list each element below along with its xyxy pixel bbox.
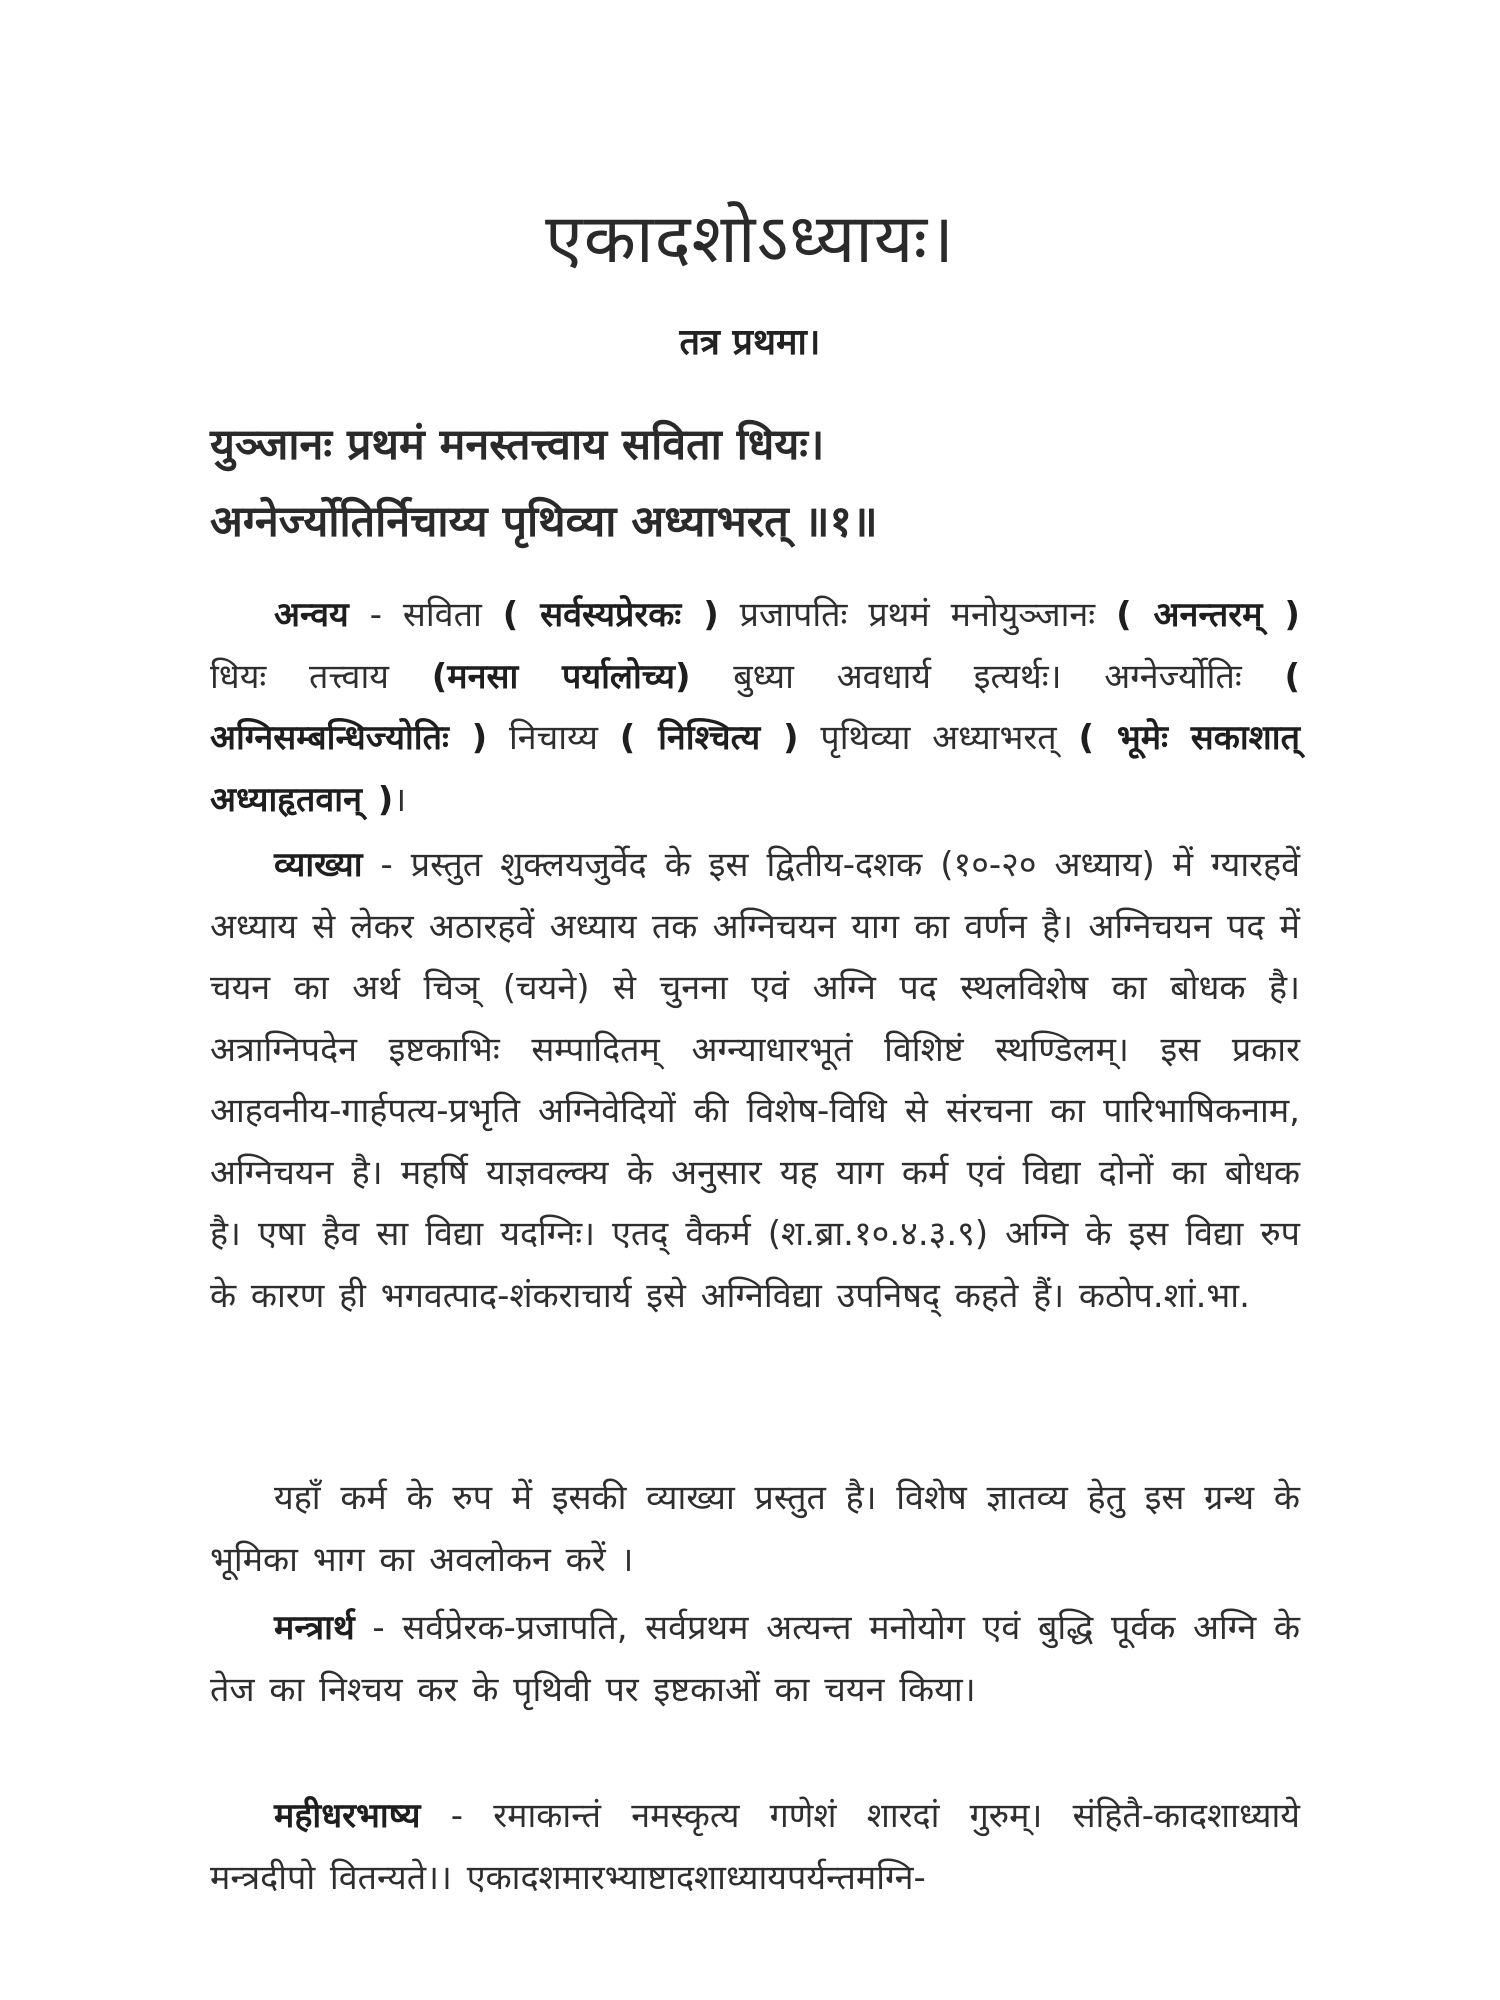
vyakhya-label: व्याख्या [274,845,363,885]
anvaya-text-6: पृथिव्या अध्याभरत् [798,718,1079,758]
anvaya-label: अन्वय [274,595,349,635]
anvaya-gloss-3: (मनसा पर्यालोच्य) [431,656,691,697]
anvaya-text-7: । [393,779,407,820]
anvaya-gloss-2: ( अनन्तरम् ) [1116,595,1300,635]
anvaya-gloss-4: ( अग्निसम्बन्धिज्योतिः ) [210,656,1300,758]
note-paragraph [210,1468,1300,1591]
anvaya-text-5: निचाय्य [487,718,620,758]
mantrartha-text: - सर्वप्रेरक-प्रजापति, सर्वप्रथम अत्यन्त मनोयोग एवं बुद्धि पूर्वक अग्नि के तेज का निश्चय कर के पृथिवी पर इष्टकाओं का चयन किया। [210,1608,1300,1710]
anvaya-gloss-5: ( निश्चित्य ) [619,718,799,758]
section-subtitle: तत्र प्रथमा। [679,322,821,363]
mantra-line-2: अग्नेर्ज्योतिर्निचाय्य पृथिव्या अध्याभरत् ॥१॥ [210,497,878,547]
anvaya-gloss-1: ( सर्वस्यप्रेरकः ) [502,595,719,635]
anvaya-gloss-6: ( भूमेः सकाशात् अध्याहृतवान् ) [210,718,1300,820]
mahidhara-paragraph [210,1786,1300,1909]
mahidhara-text: - रमाकान्तं नमस्कृत्य गणेशं शारदां गुरुम्। संहितै-कादशाध्याये मन्त्रदीपो वितन्यते।। एकादशमारभ्याष्टादशाध्यायपर्यन्तमग्नि- [210,1796,1300,1898]
mantrartha-paragraph [210,1598,1300,1721]
mantra-line-1: युञ्जानः प्रथमं मनस्तत्त्वाय सविता धियः। [210,420,825,470]
anvaya-text-4: बुध्या अवधार्य इत्यर्थः। अग्नेर्ज्योतिः [690,656,1285,697]
anvaya-text-1: - सविता [348,595,503,635]
note-text: यहाँ कर्म के रुप में इसकी व्याख्या प्रस्तुत है। विशेष ज्ञातव्य हेतु इस ग्रन्थ के भूमिका भाग का अवलोकन करें । [210,1478,1300,1580]
mahidhara-label: महीधरभाष्य [274,1796,421,1836]
vyakhya-text: - प्रस्तुत शुक्लयजुर्वेद के इस द्वितीय-दशक (१०-२० अध्याय) में ग्यारहवें अध्याय से लेकर अठारहवें अध्याय तक अग्निचयन याग का वर्णन है। अग्निचयन पद में चयन का अर्थ चिञ् (चयने) से चुनना एवं अग्नि पद स्थलविशेष का बोधक है। अत्राग्निपदेन इष्टकाभिः सम्पादितम् अग्न्याधारभूतं विशिष्टं स्थण्डिलम्। इस प्रकार आहवनीय-गार्हपत्य-प्रभृति अग्निवेदियों की विशेष-विधि से संरचना का पारिभाषिकनाम, अग्निचयन है। महर्षि याज्ञवल्क्य के अनुसार यह याग कर्म एवं विद्या दोनों का बोधक है। एषा हैव सा विद्या यदग्निः। एतद् वैकर्म (श.ब्रा.१०.४.३.९) अग्नि के इस विद्या रुप के कारण ही भगवत्पाद-शंकराचार्य इसे अग्निविद्या उपनिषद् कहते हैं। कठोप.शां.भा. [210,845,1300,1316]
chapter-title: एकादशोऽध्यायः। [545,200,955,279]
vyakhya-paragraph [210,835,1300,1327]
mantrartha-label: मन्त्रार्थ [274,1608,355,1648]
anvaya-paragraph [210,585,1300,831]
anvaya-text-3: धियः तत्त्वाय [210,656,432,697]
anvaya-text-2: प्रजापतिः प्रथमं मनोयुञ्जानः [718,595,1117,635]
